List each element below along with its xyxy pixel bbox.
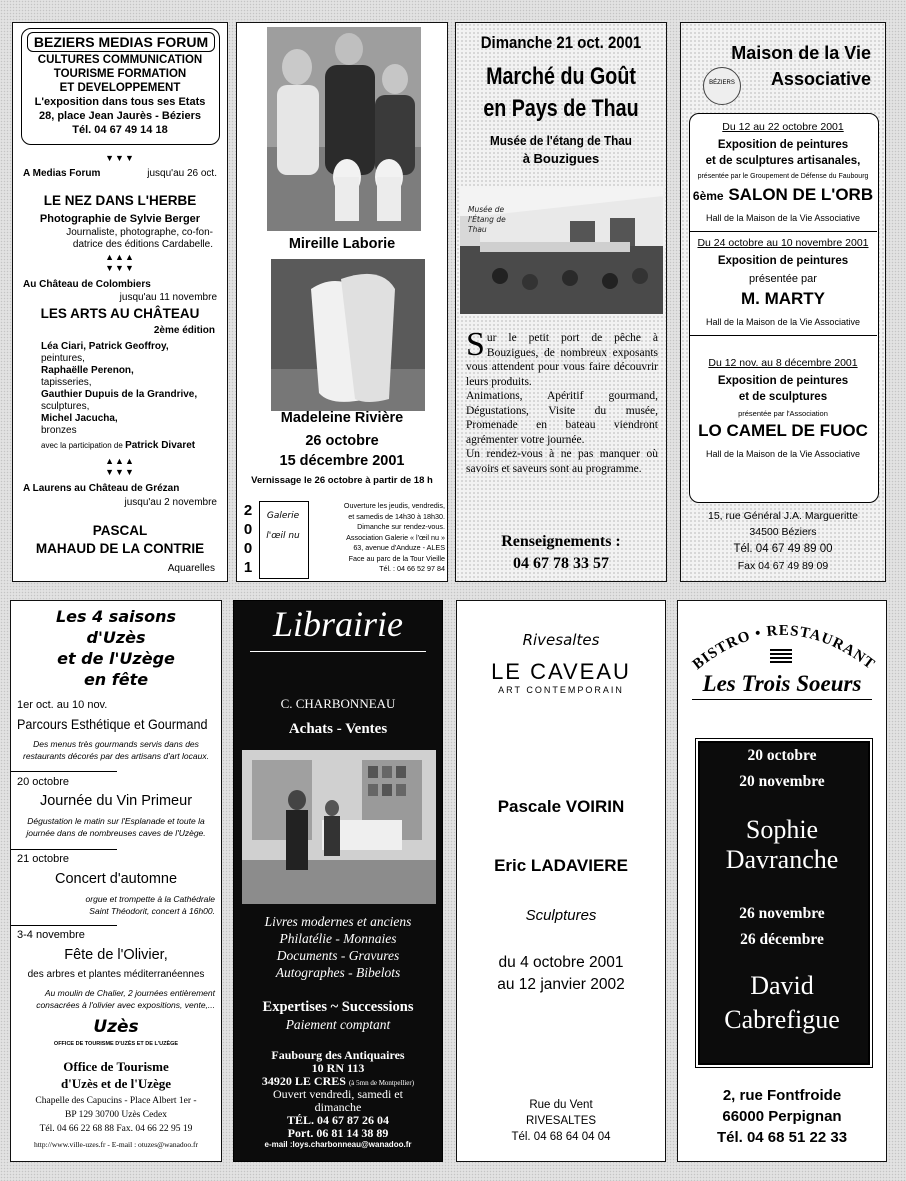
title-line-2: d'Uzès bbox=[86, 628, 146, 647]
artist2-name: Madeleine Rivière bbox=[280, 410, 404, 426]
event4-date: 3-4 novembre bbox=[17, 929, 85, 941]
exhibit-date-2: 15 décembre 2001 bbox=[279, 453, 405, 469]
address-2: 10 RN 113 bbox=[311, 1061, 365, 1075]
divider bbox=[689, 335, 877, 336]
photo-sign: Musée de l'Étang de Thau bbox=[468, 205, 506, 234]
address-1: 15, rue Général J.A. Margueritte bbox=[708, 510, 858, 522]
title-line-2: en Pays de Thau bbox=[483, 95, 639, 122]
artist2-last: Cabrefigue bbox=[724, 1005, 840, 1034]
address-4: http://www.ville-uzes.fr - E-mail : otuzes@wanadoo.fr bbox=[33, 1140, 199, 1149]
event1-name-line bbox=[681, 185, 885, 205]
galerie-logo bbox=[259, 501, 309, 579]
separator-triangles: ▼▼▼ bbox=[105, 263, 135, 273]
event3-name: LO CAMEL DE FUOC bbox=[698, 421, 868, 440]
body-text-1: ur le petit port de pêche à Bouzigues, de nombreux exposants vous attendent pour vous faire découvrir leurs produits. bbox=[466, 332, 658, 388]
event1-number: 6ème bbox=[692, 189, 724, 203]
items bbox=[234, 913, 442, 981]
services: Expertises ~ Successions bbox=[262, 999, 414, 1015]
uzes-logo-caption: OFFICE DE TOURISME D'UZÈS ET DE L'UZÈGE bbox=[53, 1041, 179, 1047]
year-digit: 0 bbox=[243, 521, 253, 538]
galerie-logo-text: Galerie l'œil nu bbox=[266, 511, 300, 541]
galerie-info bbox=[309, 501, 445, 575]
participation-label: avec la participation de bbox=[41, 441, 123, 450]
year-vertical bbox=[242, 501, 254, 577]
artist-1: Pascale VOIRIN bbox=[497, 797, 625, 816]
address-3-note: (à 5mn de Montpellier) bbox=[348, 1079, 415, 1087]
address-1: 2, rue Fontfroide bbox=[722, 1087, 842, 1104]
market-description bbox=[466, 326, 658, 476]
event2-name: M. MARTY bbox=[740, 289, 826, 308]
artist-2: Eric LADAVIERE bbox=[494, 856, 628, 875]
artist-name: Gauthier Dupuis de la Grandrive, bbox=[41, 389, 198, 400]
hall-line: Hall de la Maison de la Vie Associative bbox=[706, 449, 860, 459]
event4-sub: des arbres et plantes méditerranéennes bbox=[27, 969, 205, 980]
event3-title-1: PASCAL bbox=[92, 523, 148, 538]
info-line: 63, avenue d'Anduze - ALES bbox=[353, 543, 445, 552]
participation-note bbox=[41, 440, 195, 451]
event1-presented: présentée par le Groupement de Défense du Faubourg bbox=[697, 173, 869, 180]
dropcap: S bbox=[466, 326, 485, 363]
hours-1: Ouvert vendredi, samedi et bbox=[273, 1087, 403, 1101]
event3-title: Concert d'automne bbox=[54, 871, 178, 887]
event1-desc-3: datrice des éditions Cardabelle. bbox=[72, 239, 213, 250]
body-text-2: Animations, Apéritif gourmand, Dégustations, Visite du musée, Promenade en bateau viendront agrémenter votre journée. bbox=[466, 390, 658, 446]
address-2: 66000 Perpignan bbox=[722, 1108, 842, 1125]
address-2: BP 129 30700 Uzès Cedex bbox=[64, 1110, 168, 1120]
info-line: Dimanche sur rendez-vous. bbox=[357, 522, 445, 531]
box-line-4: L'exposition dans tous ses Etats bbox=[34, 96, 206, 108]
event3-date: 21 octobre bbox=[17, 853, 69, 865]
hours-2: dimanche bbox=[314, 1100, 362, 1114]
date-2: au 12 janvier 2002 bbox=[497, 976, 625, 993]
separator-triangles: ▼▼▼ bbox=[105, 153, 135, 163]
event2-presented: présentée par bbox=[749, 273, 817, 285]
beziers-logo bbox=[703, 67, 741, 105]
event-date: Dimanche 21 oct. 2001 bbox=[480, 33, 642, 52]
artist-role: peintures, bbox=[41, 353, 85, 364]
uzes-logo-word: Uzès bbox=[93, 1017, 139, 1037]
address-1: Rue du Vent bbox=[529, 1099, 593, 1111]
flag-icon bbox=[770, 647, 792, 663]
info-line: Ouverture les jeudis, vendredis, bbox=[343, 501, 445, 510]
restaurant-name-rule bbox=[692, 699, 872, 700]
event1-title-2: et de sculptures artisanales, bbox=[705, 155, 861, 167]
fax: Fax 04 67 49 89 09 bbox=[737, 560, 829, 572]
event3-date: jusqu'au 2 novembre bbox=[124, 497, 217, 508]
subtitle-2: à Bouzigues bbox=[522, 151, 600, 166]
address-1: Faubourg des Antiquaires bbox=[271, 1048, 405, 1062]
telephone: Tél. 04 68 51 22 33 bbox=[716, 1129, 848, 1146]
artist2-first: David bbox=[750, 971, 814, 1000]
caveau-logo-sub: ART CONTEMPORAIN bbox=[498, 685, 624, 695]
payment: Paiement comptant bbox=[285, 1017, 391, 1032]
year-digit: 1 bbox=[243, 559, 253, 576]
title-line-4: en fête bbox=[83, 670, 149, 689]
box-line-3: ET DEVELOPPEMENT bbox=[59, 82, 181, 94]
event1-title-1: Exposition de peintures bbox=[717, 139, 849, 151]
info-line: Face au parc de la Tour Vieille bbox=[348, 553, 445, 563]
office-name-1: Office de Tourisme bbox=[63, 1059, 169, 1074]
event1-date: 1er oct. au 10 nov. bbox=[17, 699, 108, 711]
event1-desc-1: Photographie de Sylvie Berger bbox=[39, 213, 201, 225]
box-line-5: 28, place Jean Jaurès - Béziers bbox=[38, 110, 202, 122]
artist-role: tapisseries, bbox=[41, 377, 92, 388]
restaurant-name: Les Trois Soeurs bbox=[702, 671, 862, 696]
title-line-1: Marché du Goût bbox=[486, 63, 636, 90]
divider bbox=[11, 771, 117, 772]
panel-galerie-oeil-nu bbox=[236, 22, 448, 582]
artist-name: Raphaëlle Perenon, bbox=[41, 365, 134, 376]
bistro-arc-heading bbox=[684, 605, 880, 675]
logo-text: BÉZIERS bbox=[709, 80, 735, 86]
title-rule bbox=[250, 651, 426, 652]
title-line-2: Associative bbox=[770, 69, 871, 89]
office-name-2: d'Uzès et de l'Uzège bbox=[60, 1076, 172, 1091]
period1-end: 20 novembre bbox=[739, 773, 825, 790]
panel-maison-vie-associative bbox=[680, 22, 886, 582]
info-label: Renseignements : bbox=[501, 533, 621, 550]
event2-title: LES ARTS AU CHÂTEAU bbox=[40, 306, 200, 321]
event4-title: Fête de l'Olivier, bbox=[64, 947, 168, 963]
panel-librairie bbox=[233, 600, 443, 1162]
event1-venue: A Medias Forum bbox=[23, 168, 101, 179]
event2-title: Exposition de peintures bbox=[717, 255, 849, 267]
separator-triangles: ▲▲▲ bbox=[105, 252, 135, 262]
item-line: Documents - Gravures bbox=[276, 948, 400, 963]
owner: C. CHARBONNEAU bbox=[280, 696, 396, 711]
artist-role: sculptures, bbox=[41, 401, 90, 412]
caveau-logo: LE CAVEAU bbox=[491, 659, 631, 684]
subtitle-1: Musée de l'étang de Thau bbox=[490, 133, 632, 148]
artist1-first: Sophie bbox=[745, 815, 819, 844]
address-3: Tél. 04 66 22 68 88 Fax. 04 66 22 95 19 bbox=[39, 1124, 193, 1134]
event3-title-2: MAHAUD DE LA CONTRIE bbox=[35, 541, 205, 556]
telephone: Tél. 04 67 49 89 00 bbox=[733, 543, 833, 555]
sculpture-photo bbox=[271, 259, 425, 411]
event3-venue: A Laurens au Château de Grézan bbox=[23, 483, 180, 494]
event3-presented: présentée par l'Association bbox=[738, 409, 828, 418]
info-line: Tél. : 04 66 52 97 84 bbox=[379, 564, 445, 573]
separator-triangles: ▲▲▲ bbox=[105, 456, 135, 466]
telephone: TÉL. 04 67 87 26 04 bbox=[286, 1113, 389, 1127]
event1-title: LE NEZ DANS L'HERBE bbox=[43, 193, 197, 208]
item-line: Philatélie - Monnaies bbox=[279, 931, 397, 946]
event2-edition: 2ème édition bbox=[153, 325, 215, 336]
divider bbox=[11, 925, 117, 926]
vernissage: Vernissage le 26 octobre à partir de 18 h bbox=[251, 475, 433, 486]
exhibit-date-1: 26 octobre bbox=[305, 433, 379, 449]
period2-end: 26 décembre bbox=[740, 931, 824, 948]
address-2: RIVESALTES bbox=[525, 1115, 597, 1127]
info-line: et samedis de 14h30 à 18h30. bbox=[348, 511, 445, 521]
year-digit: 2 bbox=[243, 502, 253, 519]
panel-le-caveau bbox=[456, 600, 666, 1162]
telephone: Tél. 04 68 64 04 04 bbox=[511, 1131, 611, 1143]
bookshop-photo bbox=[242, 750, 436, 904]
event2-date: Du 24 octobre au 10 novembre 2001 bbox=[697, 237, 869, 249]
event1-date: Du 12 au 22 octobre 2001 bbox=[722, 121, 844, 133]
title-line-1: Les 4 saisons bbox=[55, 607, 177, 626]
period2-start: 26 novembre bbox=[739, 905, 825, 922]
arc-text: BISTRO • RESTAURANT bbox=[689, 622, 878, 674]
event2-date: 20 octobre bbox=[17, 776, 69, 788]
painting-photo bbox=[267, 27, 421, 231]
event2-venue: Au Château de Colombiers bbox=[23, 279, 151, 290]
email: e-mail :loys.charbonneau@wanadoo.fr bbox=[264, 1140, 412, 1149]
panel-uzes-saisons bbox=[10, 600, 222, 1162]
event3-title-2: et de sculptures bbox=[738, 391, 828, 403]
mobile: Port. 06 81 14 38 89 bbox=[287, 1126, 389, 1140]
script-wordmark: Rivesaltes bbox=[522, 631, 600, 649]
event1-title: Parcours Esthétique et Gourmand bbox=[17, 716, 208, 732]
event2-desc: Dégustation le matin sur l'Esplanade et toute la journée dans de nombreuses caves de l'Uzège. bbox=[26, 816, 206, 838]
participant-name: Patrick Divaret bbox=[125, 440, 196, 451]
box-line-2: TOURISME FORMATION bbox=[53, 68, 187, 80]
hall-line: Hall de la Maison de la Vie Associative bbox=[706, 317, 860, 327]
panel-marche-du-gout bbox=[455, 22, 667, 582]
title-line-3: et de l'Uzège bbox=[57, 649, 175, 668]
event4-desc: Au moulin de Chalier, 2 journées entièrement consacrées à l'olivier avec expositions, vente,... bbox=[36, 988, 215, 1010]
event2-title: Journée du Vin Primeur bbox=[39, 793, 193, 809]
box-title: BEZIERS MEDIAS FORUM bbox=[27, 32, 215, 52]
box-line-6: Tél. 04 67 49 14 18 bbox=[72, 124, 168, 136]
event1-name: SALON DE L'ORB bbox=[728, 185, 874, 204]
address-3: 34920 LE CRES bbox=[261, 1074, 346, 1088]
title-line-1: Maison de la Vie bbox=[731, 43, 871, 63]
event3-title-1: Exposition de peintures bbox=[717, 375, 849, 387]
info-phone: 04 67 78 33 57 bbox=[513, 555, 609, 572]
item-line: Livres modernes et anciens bbox=[264, 914, 412, 929]
date-1: du 4 octobre 2001 bbox=[498, 954, 624, 971]
medium: Sculptures bbox=[525, 907, 597, 924]
separator-triangles: ▼▼▼ bbox=[105, 467, 135, 477]
period1-start: 20 octobre bbox=[747, 747, 817, 764]
title: Librairie bbox=[272, 604, 404, 644]
hall-line: Hall de la Maison de la Vie Associative bbox=[706, 213, 860, 223]
trade: Achats - Ventes bbox=[288, 721, 388, 737]
event1-desc: Des menus très gourmands servis dans des restaurants décorés par des artisans d'art locaux. bbox=[23, 739, 209, 761]
box-line-1: CULTURES COMMUNICATION bbox=[37, 54, 203, 66]
info-line: Association Galerie « l'œil nu » bbox=[346, 532, 445, 542]
event3-medium: Aquarelles bbox=[167, 563, 215, 574]
item-line: Autographes - Bibelots bbox=[275, 965, 401, 980]
event2-date: jusqu'au 11 novembre bbox=[119, 292, 217, 303]
body-text-3: Un rendez-vous à ne pas manquer où savoirs et saveurs sont au programme. bbox=[466, 448, 658, 475]
address-1: Chapelle des Capucins - Place Albert 1er - bbox=[35, 1096, 197, 1106]
year-digit: 0 bbox=[243, 540, 253, 557]
event1-date: jusqu'au 26 oct. bbox=[147, 168, 217, 179]
panel-beziers-medias-forum bbox=[12, 22, 228, 582]
divider bbox=[11, 849, 117, 850]
event1-desc-2: Journaliste, photographe, co-fon- bbox=[66, 227, 213, 238]
artist-name: Léa Ciari, Patrick Geoffroy, bbox=[41, 341, 169, 352]
artist-role: bronzes bbox=[41, 425, 77, 436]
artist-name: Michel Jacucha, bbox=[41, 413, 118, 424]
event3-desc: orgue et trompette à la Cathédrale Saint Théodorit, concert à 16h00. bbox=[85, 894, 215, 916]
panel-trois-soeurs bbox=[677, 600, 887, 1162]
divider bbox=[689, 231, 877, 232]
address-2: 34500 Béziers bbox=[749, 526, 817, 538]
artist1-last: Davranche bbox=[725, 845, 839, 874]
event3-date: Du 12 nov. au 8 décembre 2001 bbox=[708, 357, 858, 369]
artist1-name: Mireille Laborie bbox=[288, 236, 396, 252]
